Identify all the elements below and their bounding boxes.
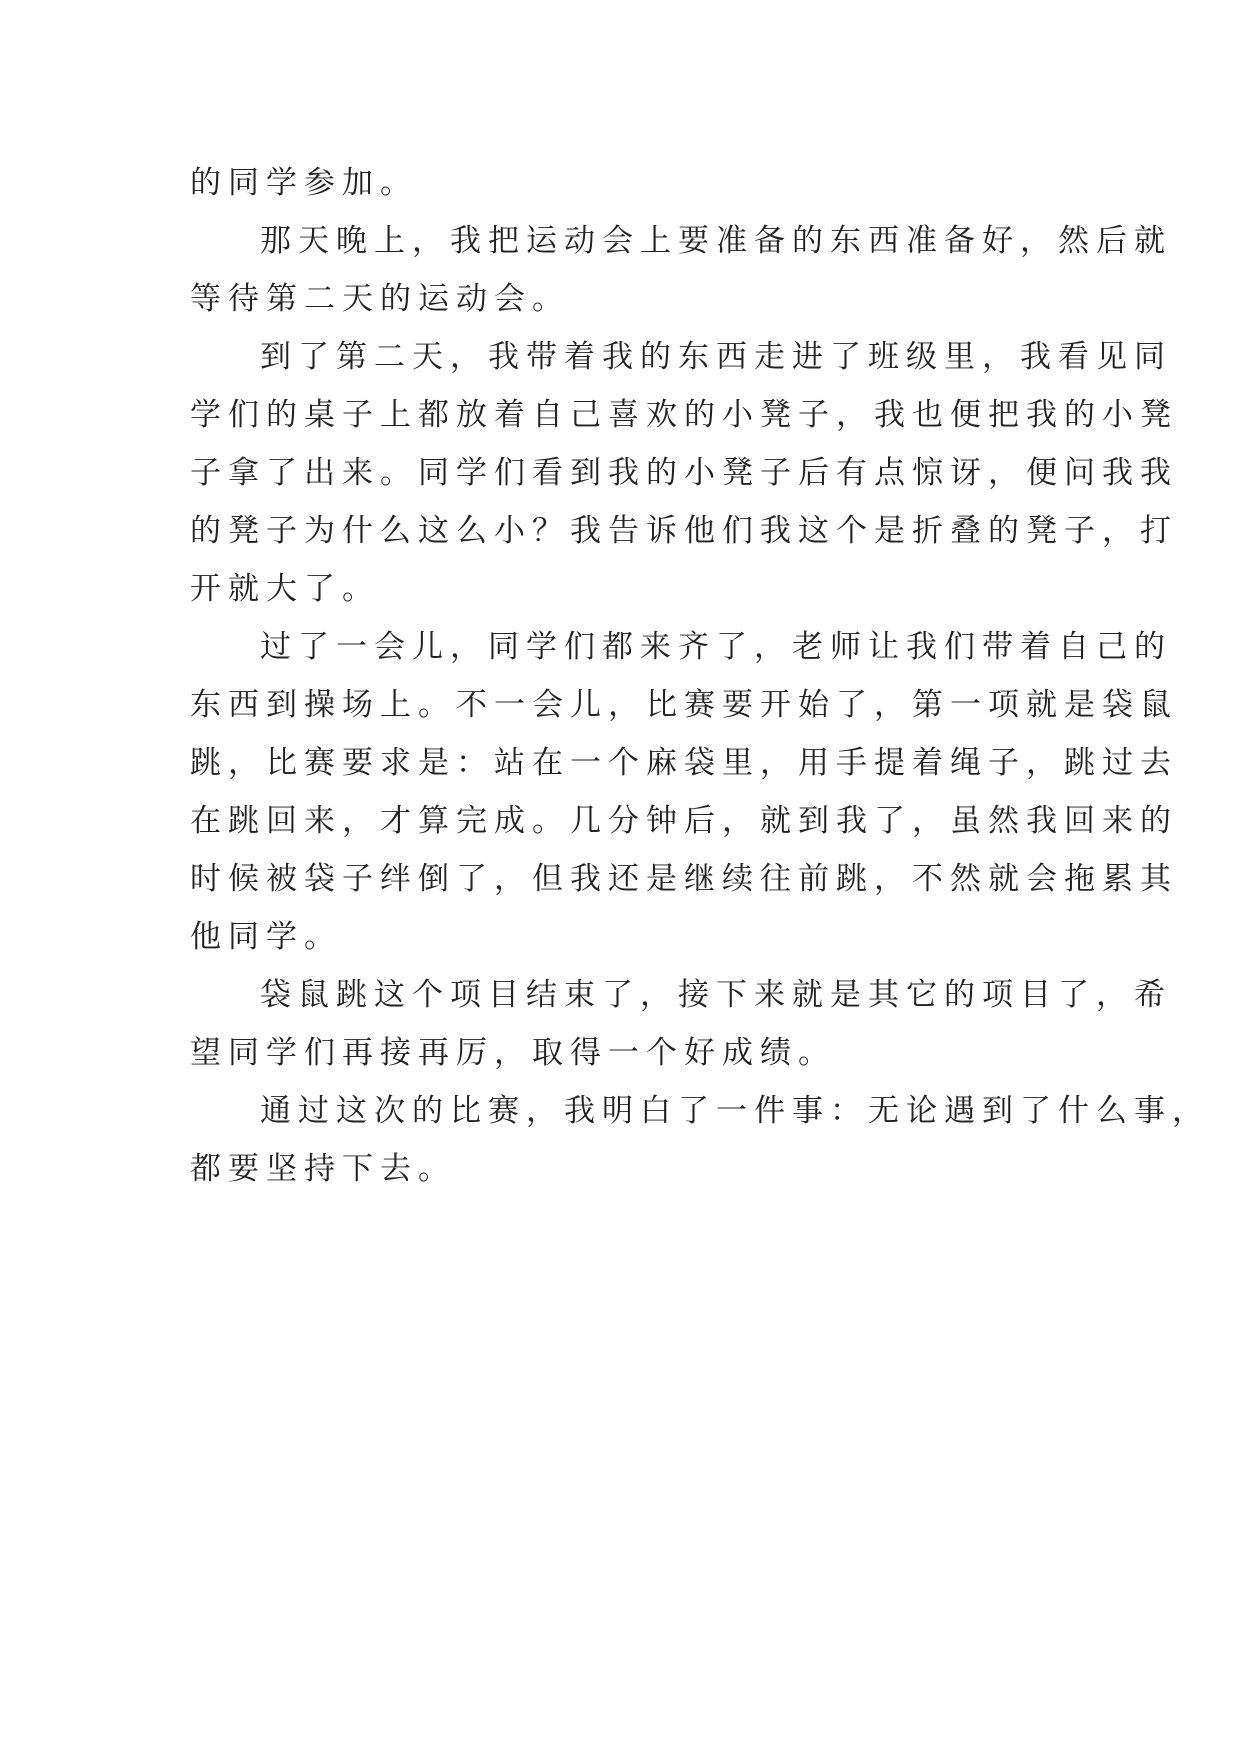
- text-line: 过了一会儿，同学们都来齐了，老师让我们带着自己的: [260, 629, 1172, 665]
- text-line: 的凳子为什么这么小？我告诉他们我这个是折叠的凳子，打: [190, 513, 1178, 549]
- text-line: 等待第二天的运动会。: [190, 281, 570, 317]
- text-line: 望同学们再接再厉，取得一个好成绩。: [190, 1035, 836, 1071]
- text-line: 东西到操场上。不一会儿，比赛要开始了，第一项就是袋鼠: [190, 687, 1178, 723]
- essay-body: [190, 154, 1210, 1198]
- text-line: 都要坚持下去。: [190, 1151, 456, 1187]
- paragraph-6: [190, 1082, 1210, 1198]
- text-line: 到了第二天，我带着我的东西走进了班级里，我看见同: [260, 339, 1172, 375]
- text-line: 的同学参加。: [190, 165, 418, 201]
- text-line: 袋鼠跳这个项目结束了，接下来就是其它的项目了，希: [260, 977, 1172, 1013]
- text-line: 开就大了。: [190, 571, 380, 607]
- paragraph-3: [190, 328, 1178, 618]
- paragraph-5: [190, 966, 1172, 1082]
- text-line: 子拿了出来。同学们看到我的小凳子后有点惊讶，便问我我: [190, 455, 1178, 491]
- text-line: 学们的桌子上都放着自己喜欢的小凳子，我也便把我的小凳: [190, 397, 1178, 433]
- text-line: 时候被袋子绊倒了，但我还是继续往前跳，不然就会拖累其: [190, 861, 1178, 897]
- paragraph-2: [190, 212, 1172, 328]
- paragraph-4: [190, 618, 1178, 966]
- text-line: 那天晚上，我把运动会上要准备的东西准备好，然后就: [260, 223, 1172, 259]
- text-line: 跳，比赛要求是：站在一个麻袋里，用手提着绳子，跳过去: [190, 745, 1178, 781]
- text-line: 在跳回来，才算完成。几分钟后，就到我了，虽然我回来的: [190, 803, 1178, 839]
- text-line: 他同学。: [190, 919, 342, 955]
- text-line: 通过这次的比赛，我明白了一件事：无论遇到了什么事，: [260, 1093, 1210, 1129]
- paragraph-1: [190, 154, 1052, 212]
